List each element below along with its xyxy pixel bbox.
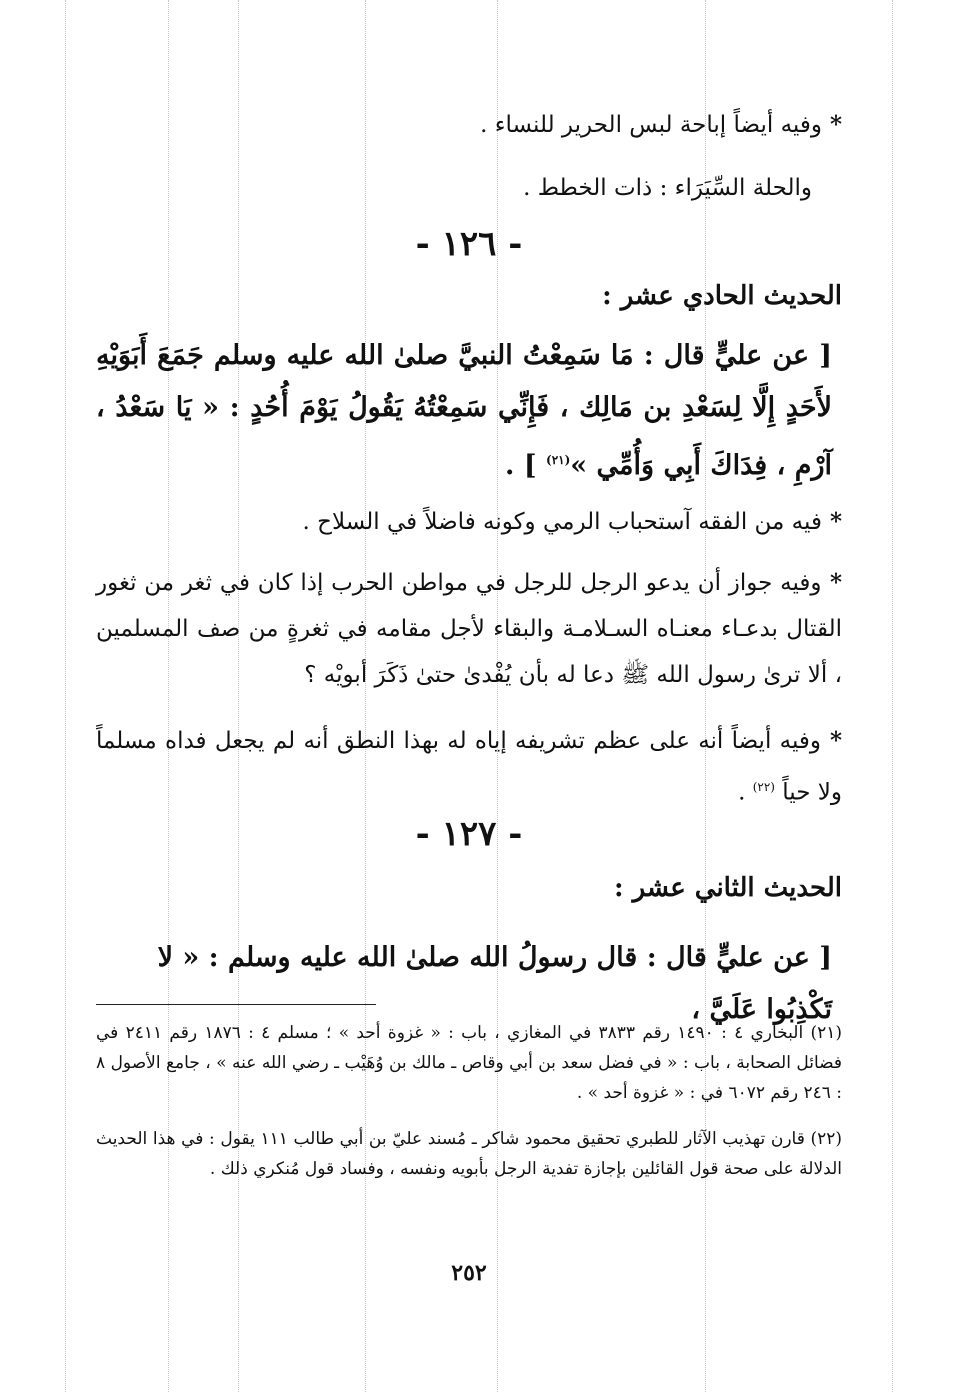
section-126-title: الحديث الحادي عشر : xyxy=(602,281,842,311)
fiqh-paragraph-3 xyxy=(96,718,842,816)
page-number: ٢٥٢ xyxy=(451,1260,487,1286)
scan-guide-line xyxy=(892,0,893,1392)
footnote-22: (٢٢) قارن تهذيب الآثار للطبري تحقيق محمود شاكر ـ مُسند عليّ بن أبي طالب ١١١ يقول : في هذا الحديث الدلالة على صحة قول القائلين بإجازة تفدية الرجل بأبويه ونفسه ، وفساد قول مُنكري ذلك . xyxy=(96,1129,843,1179)
gloss-paragraph: والحلة السِّيَرَاء : ذات الخطط . xyxy=(523,175,812,201)
section-number-127: - ١٢٧ - xyxy=(415,814,523,854)
footnote-ref-21: (٢١) xyxy=(546,453,571,467)
bullet-silk-paragraph: * وفيه أيضاً إباحة لبس الحرير للنساء . xyxy=(96,103,842,147)
footnote-ref-22: (٢٢) xyxy=(752,780,775,794)
hadith-126-text xyxy=(96,330,832,492)
fiqh-3-body: وفيه أيضاً أنه على عظم تشريفه إياه له بهذا النطق أنه لم يجعل فداه مسلماً ولا حياً xyxy=(96,728,842,806)
scan-guide-line xyxy=(65,0,66,1392)
section-number-126: - ١٢٦ - xyxy=(415,224,523,264)
hadith-126-body: [ عن عليٍّ قال : مَا سَمِعْتُ النبيَّ صلىٰ الله عليه وسلم جَمَعَ أَبَوَيْهِ لأَحَدٍ إِلَّا لِسَعْدِ بن مَالِك ، فَإِنِّي سَمِعْتُهُ يَقُولُ يَوْمَ أُحُدٍ : « يَا سَعْدُ ، آرْمِ ، فِدَاكَ أَبِي وَأُمِّي » xyxy=(96,340,832,481)
hadith-127-text: [ عن عليٍّ قال : قال رسولُ الله صلىٰ الله عليه وسلم : « لا تَكْذِبُوا عَلَيَّ ، xyxy=(157,942,832,1025)
fiqh-paragraph-2: * وفيه جواز أن يدعو الرجل للرجل في مواطن الحرب إذا كان في ثغر من ثغور القتال بدعـاء معنـاه السـلامـة والبقاء لأجل مقامه في ثغرةٍ من صف المسلمين ، ألا ترىٰ رسول الله ﷺ دعا له بأن يُفْدىٰ حتىٰ ذَكَرَ أبويْه ؟ xyxy=(96,560,842,698)
fiqh-3-end: . xyxy=(738,779,753,806)
section-127-title: الحديث الثاني عشر : xyxy=(614,873,842,903)
hadith-126-close: ] . xyxy=(505,450,537,481)
footnote-21: (٢١) البخاري ٤ : ١٤٩٠ رقم ٣٨٣٣ في المغازي ، باب : « غزوة أحد » ؛ مسلم ٤ : ١٨٧٦ رقم ٢٤١١ في فضائل الصحابة ، باب : « في فضل سعد بن أبي وقاص ـ مالك بن وُهَيْب ـ رضي الله عنه » ، جامع الأصول ٨ : ٢٤٦ رقم ٦٠٧٢ في : « غزوة أحد » . xyxy=(96,1023,843,1103)
footnote-divider xyxy=(96,1004,376,1005)
fiqh-paragraph-1: * فيه من الفقه آستحباب الرمي وكونه فاضلاً في السلاح . xyxy=(96,500,842,544)
